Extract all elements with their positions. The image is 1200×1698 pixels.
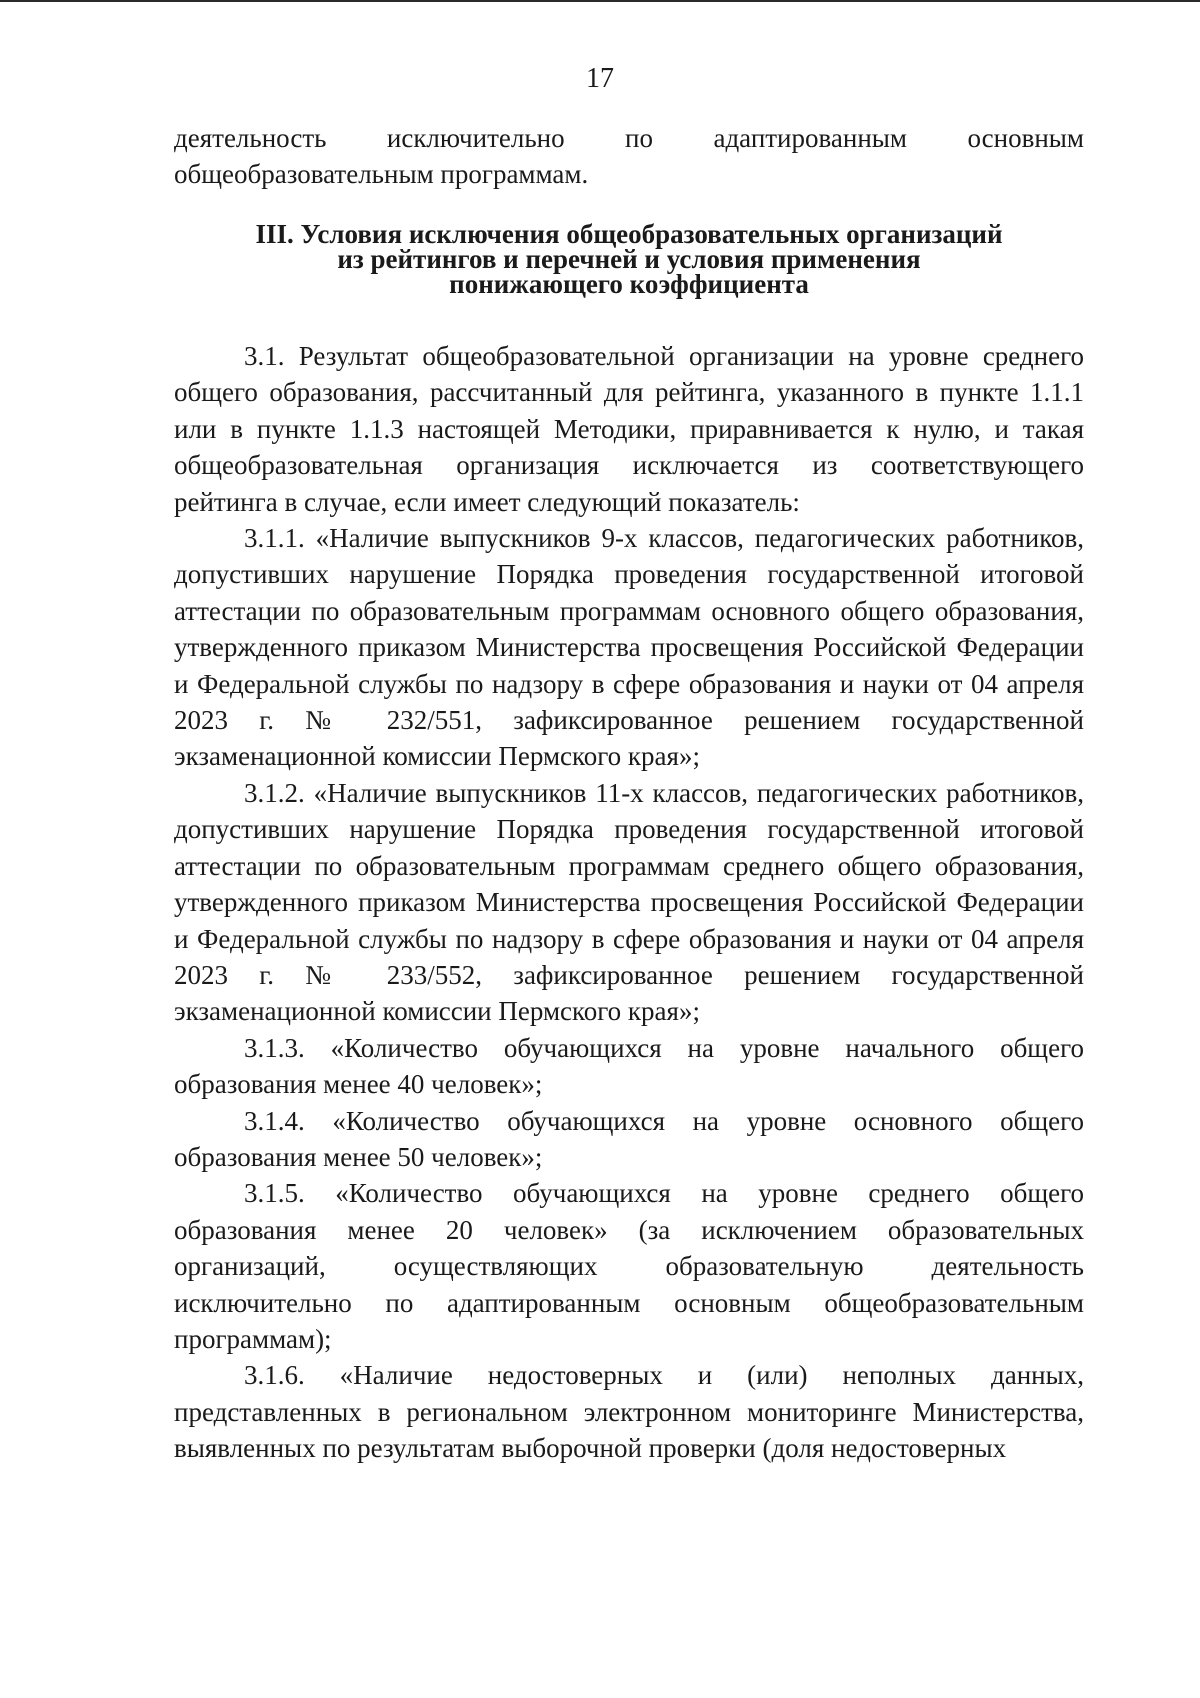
page-number: 17 [586,63,614,94]
paragraph-3-1-4: 3.1.4. «Количество обучающихся на уровне основного общего образования менее 50 человек»; [174,1105,1084,1172]
paragraph-3-1: 3.1. Результат общеобразовательной организации на уровне среднего общего образования, рассчитанный для рейтинга, указанного в пункте 1.1.1 или в пункте 1.1.3 настоящей Методики, приравнивается к нулю, и такая общеобразовательная организация исключается из соответствующего рейтинга в случае, если имеет следующий показатель: [174,341,1084,517]
paragraph-3-1-6: 3.1.6. «Наличие недостоверных и (или) неполных данных, представленных в региональном электронном мониторинге Министерства, выявленных по результатам выборочной проверки (доля недостоверных [174,1360,1084,1464]
main-text-block [174,338,1084,1467]
scan-top-edge [0,0,1200,2]
paragraph-3-1-3: 3.1.3. «Количество обучающихся на уровне начального общего образования менее 40 человек»; [174,1032,1084,1100]
section-heading [174,219,1084,299]
section-heading-line-2: из рейтингов и перечней и условия применения [337,244,921,274]
section-heading-line-3: понижающего коэффициента [449,269,809,299]
paragraph-3-1-2: 3.1.2. «Наличие выпускников 11-х классов, педагогических работников, допустивших нарушение Порядка проведения государственной итоговой аттестации по образовательным программам среднего общего образования, утвержденного приказом Министерства просвещения Российской Федерации и Федеральной службы по надзору в сфере образования и науки от 04 апреля 2023 г. № 233/552, зафиксированное решением государственной экзаменационной комиссии Пермского края»; [174,777,1084,1027]
intro-text-block [174,120,1084,193]
paragraph-3-1-1: 3.1.1. «Наличие выпускников 9-х классов, педагогических работников, допустивших нарушение Порядка проведения государственной итоговой аттестации по образовательным программам основного общего образования, утвержденного приказом Министерства просвещения Российской Федерации и Федеральной службы по надзору в сфере образования и науки от 04 апреля 2023 г. № 232/551, зафиксированное решением государственной экзаменационной комиссии Пермского края»; [174,523,1084,772]
intro-paragraph: деятельность исключительно по адаптированным основным общеобразовательным программам. [174,123,1084,190]
section-heading-line-1: III. Условия исключения общеобразовательных организаций [255,219,1003,249]
paragraph-3-1-5: 3.1.5. «Количество обучающихся на уровне среднего общего образования менее 20 человек» (за исключением образовательных организаций, осуществляющих образовательную деятельность исключительно по адаптированным основным общеобразовательным программам); [174,1178,1084,1354]
